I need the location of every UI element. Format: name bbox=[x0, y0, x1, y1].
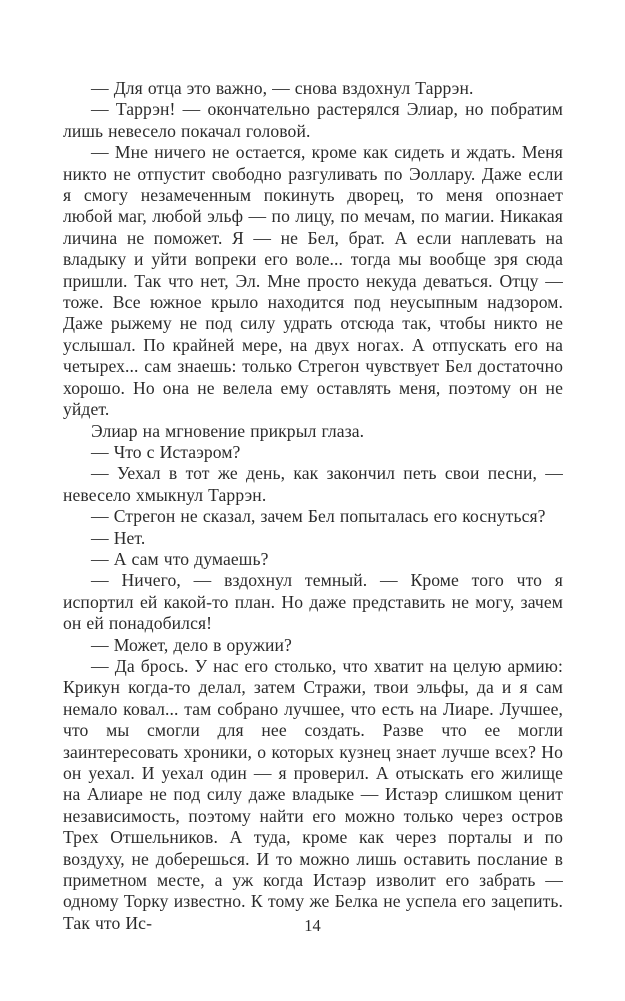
paragraph: — Да брось. У нас его столько, что хватит на целую армию: Крикун когда-то делал, затем Стражи, твои эльфы, да и я сам немало ковал... там собрано лучшее, что есть на Лиаре. Лучшее, что мы смогли для нее создать. Разве что ее могли заинтересовать хроники, о которых кузнец знает лучше всех? Но он уехал. И уехал один — я проверил. А отыскать его жилище на Алиаре не под силу даже владыке — Истаэр слишком ценит независимость, поэтому найти его можно только через остров Трех Отшельников. А туда, кроме как через порталы и по воздуху, не доберешься. И то можно лишь оставить послание в приметном месте, а уж когда Истаэр изволит его забрать — одному Торку известно. К тому же Белка не успела его зацепить. Так что Ис- bbox=[63, 655, 563, 933]
paragraph: — Таррэн! — окончательно растерялся Элиар, но побратим лишь невесело покачал головой. bbox=[63, 99, 563, 141]
paragraph: — Мне ничего не остается, кроме как сидеть и ждать. Меня никто не отпустит свободно разгуливать по Эоллару. Даже если я смогу незамеченным покинуть дворец, то меня опознает любой маг, любой эльф — по лицу, по мечам, по магии. Никакая личина не поможет. Я — не Бел, брат. А если наплевать на владыку и уйти вопреки его воле... тогда мы вообще зря сюда пришли. Так что нет, Эл. Мне просто некуда деваться. Отцу — тоже. Все южное крыло находится под неусыпным надзором. Даже рыжему не под силу удрать отсюда так, чтобы никто не услышал. По крайней мере, на двух ногах. А отпускать его на четырех... сам знаешь: только Стрегон чувствует Бел достаточно хорошо. Но она не велела ему оставлять меня, поэтому он не уйдет. bbox=[63, 142, 563, 420]
paragraph: — Для отца это важно, — снова вздохнул Таррэн. bbox=[91, 78, 474, 98]
paragraph: — Нет. bbox=[91, 527, 146, 548]
paragraph: — Что с Истаэром? bbox=[91, 441, 241, 462]
page-text bbox=[63, 78, 563, 934]
paragraph: — Может, дело в оружии? bbox=[91, 634, 292, 655]
paragraph: — Ничего, — вздохнул темный. — Кроме того что я испортил ей какой-то план. Но даже представить не могу, зачем он ей понадобился! bbox=[63, 570, 563, 634]
paragraph: — А сам что думаешь? bbox=[91, 548, 269, 569]
page-number: 14 bbox=[304, 916, 321, 935]
paragraph: — Уехал в тот же день, как закончил петь свои песни, — невесело хмыкнул Таррэн. bbox=[63, 463, 563, 505]
paragraph: Элиар на мгновение прикрыл глаза. bbox=[91, 420, 365, 441]
paragraph: — Стрегон не сказал, зачем Бел попыталась его коснуться? bbox=[91, 506, 546, 527]
